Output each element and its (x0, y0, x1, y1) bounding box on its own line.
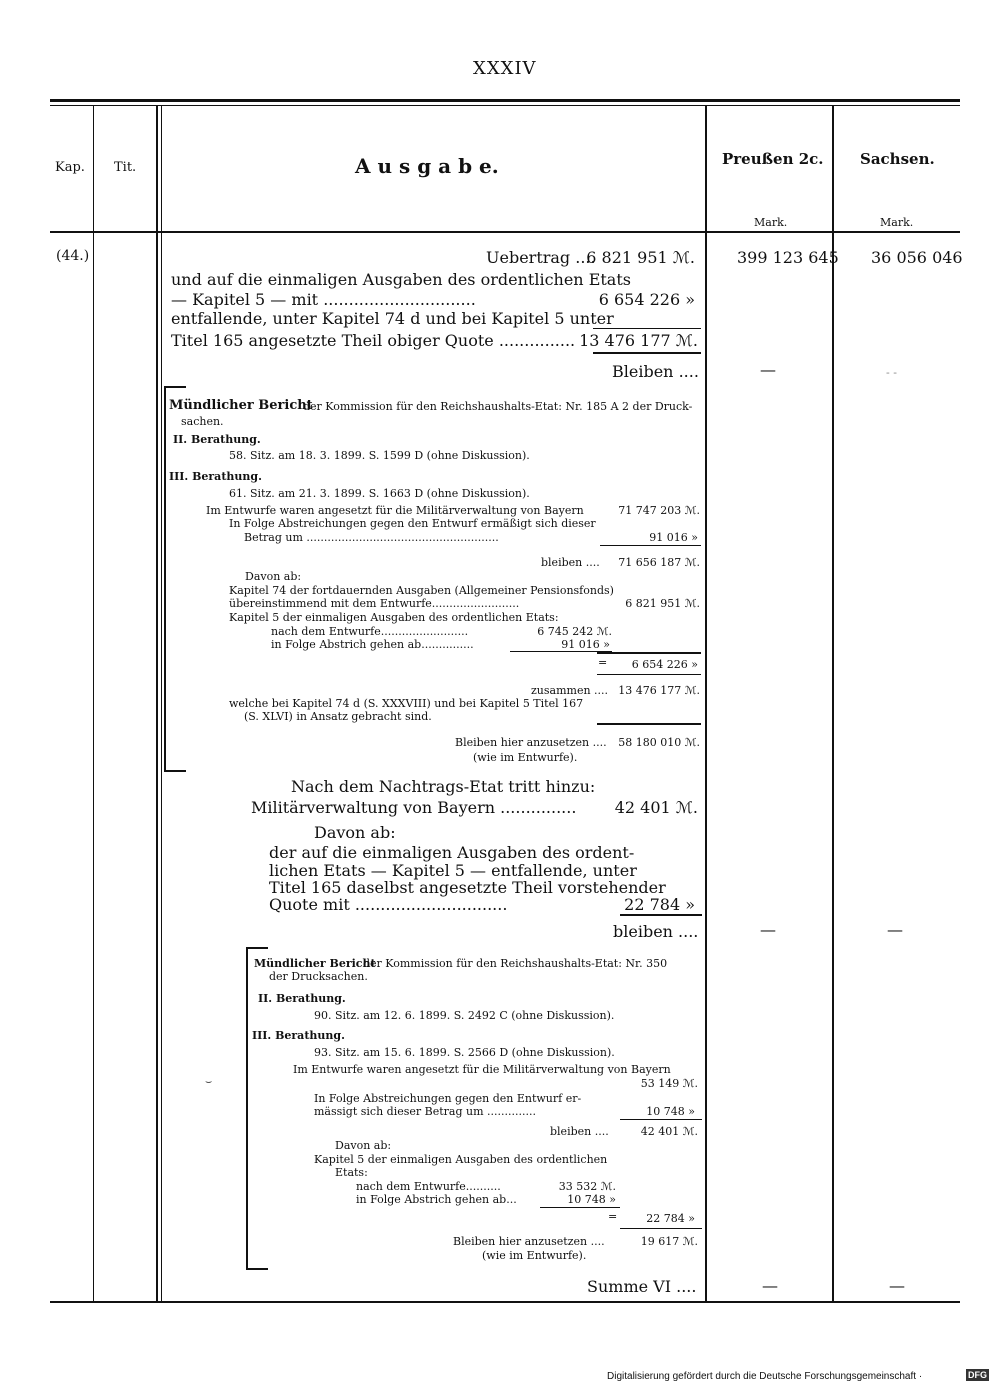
nachtrag-line2-value: 42 401 ℳ. (614, 798, 698, 817)
report1-k5b: nach dem Entwurfe......................... (271, 625, 469, 638)
footer-text: Digitalisierung gefördert durch die Deutsche Forschungsgemeinschaft · (607, 1371, 923, 1382)
top-line4: Titel 165 angesetzte Theil obiger Quote ............... (171, 331, 576, 350)
report2-rule-2 (620, 1228, 702, 1229)
report1-r2: In Folge Abstreichungen gegen den Entwurf ermäßigt sich dieser (229, 517, 596, 530)
report1-bleiben: bleiben .... (541, 556, 600, 569)
kap-value: (44.) (56, 248, 90, 264)
header-sachsen: Sachsen. (860, 150, 935, 168)
report1-k74b: übereinstimmend mit dem Entwurfe......................... (229, 597, 520, 610)
nachtrag-d3: Titel 165 daselbst angesetzte Theil vorstehender (269, 878, 666, 897)
uebertrag-value: 6 821 951 ℳ. (586, 248, 695, 267)
report2-berathung-2: II. Berathung. (258, 992, 346, 1005)
report2-eq: = (608, 1210, 618, 1223)
report2-davon: Davon ab: (335, 1139, 392, 1152)
report2-bleiben-hier-value: 19 617 ℳ. (640, 1235, 698, 1248)
preussen-value: 399 123 645 (737, 248, 839, 267)
report1-title: der Kommission für den Reichshaushalts-Etat: Nr. 185 A 2 der Druck- (303, 400, 693, 413)
report1-title-cont: sachen. (181, 415, 224, 428)
nachtrag-d4-value: 22 784 » (624, 895, 695, 914)
header-rule (50, 231, 960, 233)
top-dash-preussen: — (760, 360, 776, 379)
report2-bleiben: bleiben .... (550, 1125, 609, 1138)
report2-bracket (246, 947, 248, 1269)
report2-berathung-2-line: 90. Sitz. am 12. 6. 1899. S. 2492 C (ohne Diskussion). (314, 1009, 615, 1022)
report1-bleiben-hier: Bleiben hier anzusetzen .... (455, 736, 607, 749)
report2-bleiben-hier: Bleiben hier anzusetzen .... (453, 1235, 605, 1248)
nachtrag-bleiben: bleiben .... (613, 922, 699, 941)
report2-title: der Kommission für den Reichshaushalts-Etat: Nr. 350 (363, 957, 668, 970)
sum-rule-1 (593, 328, 701, 329)
nachtrag-d2: lichen Etats — Kapitel 5 — entfallende, unter (269, 861, 637, 880)
report2-r3-value: 10 748 » (646, 1105, 695, 1118)
report2-r2: In Folge Abstreichungen gegen den Entwurf er- (314, 1092, 582, 1105)
summe-dash-sachsen: — (889, 1276, 905, 1295)
report1-bracket-top (164, 386, 186, 388)
header-tit: Tit. (114, 160, 137, 175)
uebertrag-label: Uebertrag .... (486, 248, 596, 267)
report2-berathung-3: III. Berathung. (252, 1029, 345, 1042)
report1-berathung-3-line: 61. Sitz. am 21. 3. 1899. S. 1663 D (ohne Diskussion). (229, 487, 530, 500)
report1-berathung-2: II. Berathung. (173, 433, 261, 446)
report1-berathung-2-line: 58. Sitz. am 18. 3. 1899. S. 1599 D (ohne Diskussion). (229, 449, 530, 462)
report1-bleiben-hier-value: 58 180 010 ℳ. (618, 736, 700, 749)
report1-k5c-value: 91 016 » (561, 638, 610, 651)
top-rule-thin (50, 105, 960, 106)
dfg-logo: DFG (968, 1370, 987, 1380)
report2-r1: Im Entwurfe waren angesetzt für die Militärverwaltung von Bayern (293, 1063, 671, 1076)
report1-rule-1 (600, 545, 701, 546)
report1-welche2: (S. XLVI) in Ansatz gebracht sind. (244, 710, 432, 723)
top-line4-value: 13 476 177 ℳ. (579, 331, 698, 350)
stray-mark: ⌣ (205, 1075, 213, 1088)
sachsen-value: 36 056 046 (871, 248, 963, 267)
report1-zusammen-value: 13 476 177 ℳ. (618, 684, 700, 697)
report1-r1-value: 71 747 203 ℳ. (618, 504, 700, 517)
report1-r3: Betrag um ....................................................... (244, 531, 499, 544)
sum-rule-2 (593, 352, 701, 354)
report2-title-bold: Mündlicher Bericht (254, 957, 376, 970)
report1-wie: (wie im Entwurfe). (473, 751, 578, 764)
top-dash-sachsen: - - (886, 366, 897, 379)
report1-bracket (164, 386, 166, 771)
report1-davon: Davon ab: (245, 570, 302, 583)
report1-bleiben-value: 71 656 187 ℳ. (618, 556, 700, 569)
report1-bracket-bottom (164, 770, 186, 772)
report2-bracket-bottom (246, 1268, 268, 1270)
report2-r1-value: 53 149 ℳ. (640, 1077, 698, 1090)
report1-k74a: Kapitel 74 der fortdauernden Ausgaben (Allgemeiner Pensionsfonds) (229, 584, 614, 597)
top-line1: und auf die einmaligen Ausgaben des ordentlichen Etats (171, 270, 631, 289)
report2-k5-value: 22 784 » (646, 1212, 695, 1225)
report1-rule-4 (597, 723, 701, 725)
header-mark-sachsen: Mark. (880, 216, 914, 229)
report2-rule-1 (620, 1119, 702, 1120)
report1-k74-value: 6 821 951 ℳ. (625, 597, 700, 610)
report2-k5d-value: 10 748 » (567, 1193, 616, 1206)
report1-k5a: Kapitel 5 der einmaligen Ausgaben des ordentlichen Etats: (229, 611, 559, 624)
col-divider-kap (93, 105, 94, 1302)
report1-berathung-3: III. Berathung. (169, 470, 262, 483)
top-line2-value: 6 654 226 » (598, 290, 695, 309)
bottom-rule (50, 1301, 960, 1303)
nachtrag-dash-preussen: — (760, 920, 776, 939)
report1-r1: Im Entwurfe waren angesetzt für die Militärverwaltung von Bayern (206, 504, 584, 517)
nachtrag-rule (620, 914, 702, 916)
header-preussen: Preußen 2c. (722, 150, 824, 168)
nachtrag-d1: der auf die einmaligen Ausgaben des ordent- (269, 843, 635, 862)
report1-k5b-value: 6 745 242 ℳ. (537, 625, 612, 638)
nachtrag-line2: Militärverwaltung von Bayern ............... (251, 798, 577, 817)
report2-k5a: Kapitel 5 der einmaligen Ausgaben des ordentlichen (314, 1153, 608, 1166)
report1-rule-2 (597, 652, 701, 654)
report2-k5b: Etats: (335, 1166, 368, 1179)
report2-title-cont: der Drucksachen. (269, 970, 368, 983)
nachtrag-dash-sachsen: — (887, 920, 903, 939)
nachtrag-davon: Davon ab: (314, 823, 396, 842)
report2-k5c-value: 33 532 ℳ. (558, 1180, 616, 1193)
report2-bracket-top (246, 947, 268, 949)
top-line3: entfallende, unter Kapitel 74 d und bei Kapitel 5 unter (171, 309, 614, 328)
header-kap: Kap. (55, 160, 85, 175)
report2-r3: mässigt sich dieser Betrag um .............. (314, 1105, 536, 1118)
header-ausgabe: A u s g a b e. (355, 154, 499, 178)
summe-dash-preussen: — (762, 1276, 778, 1295)
header-mark-preussen: Mark. (754, 216, 788, 229)
col-divider-sachsen (832, 105, 834, 1302)
report1-rule-3 (597, 674, 701, 675)
top-line2: — Kapitel 5 — mit .............................. (171, 290, 476, 309)
report2-rule-k5 (540, 1207, 620, 1208)
report1-title-bold: Mündlicher Bericht (169, 398, 313, 413)
report2-k5d: in Folge Abstrich gehen ab... (356, 1193, 517, 1206)
col-divider-tit2 (161, 105, 162, 1302)
top-rule-thick (50, 99, 960, 102)
report2-k5c: nach dem Entwurfe.......... (356, 1180, 501, 1193)
report1-eq: = (598, 656, 608, 669)
col-divider-tit (156, 105, 158, 1302)
report2-wie: (wie im Entwurfe). (482, 1249, 587, 1262)
col-divider-preussen (705, 105, 707, 1302)
report1-r3-value: 91 016 » (649, 531, 698, 544)
page-number: XXXIV (473, 58, 537, 79)
report1-zusammen: zusammen .... (531, 684, 609, 697)
report1-k5c: in Folge Abstrich gehen ab............... (271, 638, 474, 651)
report2-berathung-3-line: 93. Sitz. am 15. 6. 1899. S. 2566 D (ohne Diskussion). (314, 1046, 615, 1059)
nachtrag-d4: Quote mit .............................. (269, 895, 508, 914)
summe-label: Summe VI .... (587, 1277, 697, 1296)
nachtrag-line1: Nach dem Nachtrags-Etat tritt hinzu: (291, 777, 596, 796)
report1-welche1: welche bei Kapitel 74 d (S. XXXVIII) und bei Kapitel 5 Titel 167 (229, 697, 584, 710)
report1-k5-value: 6 654 226 » (631, 658, 698, 671)
report2-bleiben-value: 42 401 ℳ. (640, 1125, 698, 1138)
top-bleiben: Bleiben .... (612, 362, 699, 381)
